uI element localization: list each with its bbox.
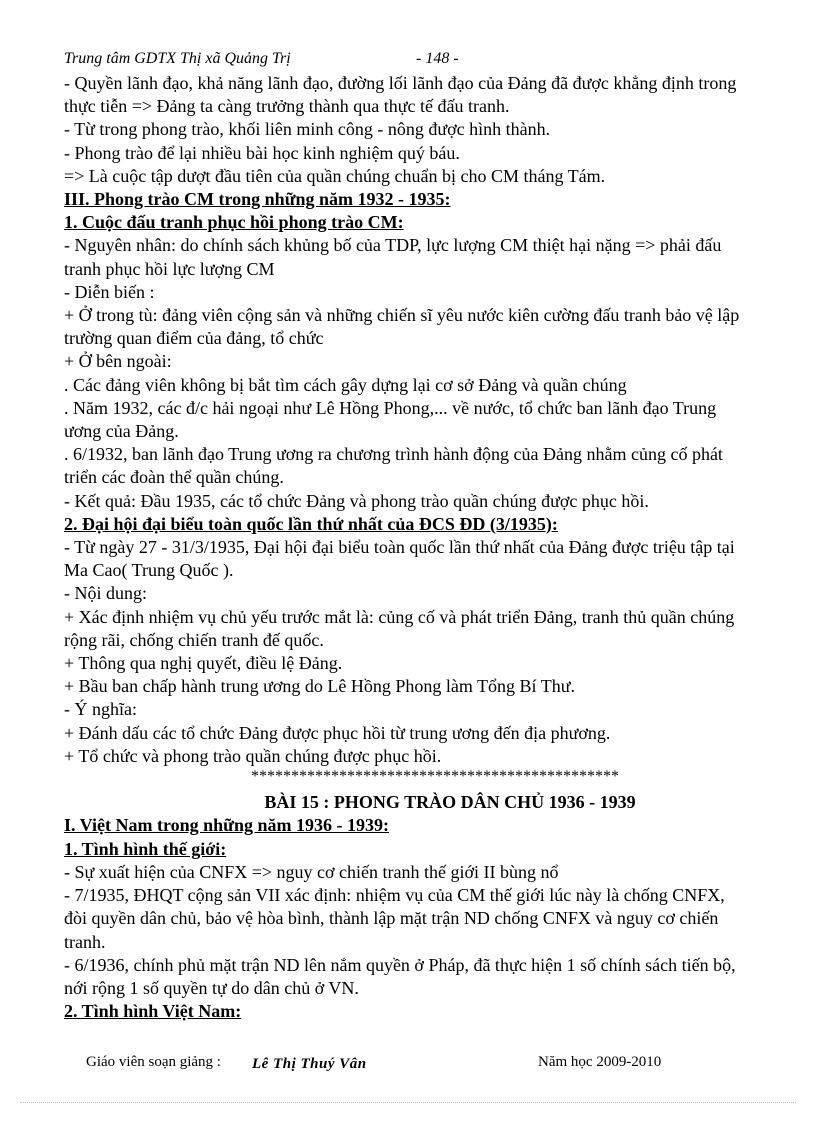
teacher-signature: Lê Thị Thuý Vân (252, 1056, 367, 1072)
star-divider: ********************************************** (251, 768, 619, 786)
section-heading: 2. Đại hội đại biểu toàn quốc lần thứ nhất của ĐCS ĐD (3/1935): (64, 513, 558, 534)
text-line: - Quyền lãnh đạo, khả năng lãnh đạo, đường lối lãnh đạo của Đảng đã được khẳng định trong (64, 73, 737, 93)
text-line: => Là cuộc tập dượt đầu tiên của quần chúng chuẩn bị cho CM tháng Tám. (64, 165, 606, 186)
footer-teacher-label: Giáo viên soạn giảng : (86, 1054, 221, 1070)
section-heading: III. Phong trào CM trong những năm 1932 - 1935: (64, 189, 451, 210)
page-footer (0, 1054, 816, 1078)
text-line: - Sự xuất hiện của CNFX => nguy cơ chiến tranh thế giới II bùng nổ (64, 861, 559, 882)
section-heading: 2. Tình hình Việt Nam: (64, 1001, 242, 1022)
text-line: tranh. (64, 931, 106, 952)
text-line: đòi quyền dân chủ, bảo vệ hòa bình, thành lập mặt trận ND chống CNFX và nguy cơ chiến (64, 908, 719, 929)
text-line: . Năm 1932, các đ/c hải ngoại như Lê Hồng Phong,... về nước, tổ chức ban lãnh đạo Trung (64, 397, 717, 418)
text-line: nới rộng 1 số quyền tự do dân chủ ở VN. (64, 977, 359, 998)
text-line: tranh phục hồi lực lượng CM (64, 258, 275, 279)
text-line: ương của Đảng. (64, 421, 179, 442)
text-line: - Nguyên nhân: do chính sách khủng bố của TDP, lực lượng CM thiệt hại nặng => phải đấu (64, 235, 722, 256)
text-line: - Từ trong phong trào, khối liên minh công - nông được hình thành. (64, 119, 551, 140)
text-line: trường quan điểm của đảng, tổ chức (64, 328, 324, 349)
text-line: + Tổ chức và phong trào quần chúng được phục hồi. (64, 745, 442, 766)
text-line: - Ý nghĩa: (64, 699, 137, 720)
document-body (64, 72, 776, 1023)
text-line: + Thông qua nghị quyết, điều lệ Đảng. (64, 653, 343, 674)
text-line: - 7/1935, ĐHQT cộng sản VII xác định: nhiệm vụ của CM thế giới lúc này là chống CNFX, (64, 885, 725, 906)
text-line: rộng rãi, chống chiến tranh đế quốc. (64, 629, 324, 650)
footer-school-year: Năm học 2009-2010 (538, 1054, 662, 1070)
text-line: + Ở trong tù: đảng viên cộng sản và những chiến sĩ yêu nước kiên cường đấu tranh bảo vệ lập (64, 305, 740, 326)
text-line: + Đánh dấu các tổ chức Đảng được phục hồi từ trung ương đến địa phương. (64, 722, 611, 743)
header-center-name: Trung tâm GDTX Thị xã Quảng Trị (64, 50, 291, 67)
page-header (64, 50, 784, 72)
text-line: + Ở bên ngoài: (64, 351, 172, 372)
text-line: triển các đoàn thể quần chúng. (64, 467, 284, 488)
text-line: + Bầu ban chấp hành trung ương do Lê Hồng Phong làm Tổng Bí Thư. (64, 676, 575, 697)
bottom-dotted-rule (20, 1102, 796, 1103)
lesson-title: BÀI 15 : PHONG TRÀO DÂN CHỦ 1936 - 1939 (264, 792, 636, 813)
text-line: . 6/1932, ban lãnh đạo Trung ương ra chương trình hành động của Đảng nhằm củng cố phát (64, 444, 723, 465)
text-line: - Từ ngày 27 - 31/3/1935, Đại hội đại biểu toàn quốc lần thứ nhất của Đảng được triệu tập tại (64, 537, 735, 558)
text-line: - Diễn biến : (64, 281, 155, 302)
section-heading: 1. Tình hình thế giới: (64, 838, 227, 859)
text-line: - 6/1936, chính phủ mặt trận ND lên nắm quyền ở Pháp, đã thực hiện 1 số chính sách tiến bộ, (64, 954, 736, 975)
section-heading: I. Việt Nam trong những năm 1936 - 1939: (64, 815, 389, 836)
header-page-number: - 148 - (416, 50, 459, 67)
text-line: + Xác định nhiệm vụ chủ yếu trước mắt là: củng cố và phát triển Đảng, tranh thủ quần chúng (64, 606, 735, 627)
text-line: thực tiễn => Đảng ta càng trưởng thành qua thực tế đấu tranh. (64, 96, 510, 117)
text-line: . Các đảng viên không bị bắt tìm cách gây dựng lại cơ sở Đảng và quần chúng (64, 374, 627, 395)
section-heading: 1. Cuộc đấu tranh phục hồi phong trào CM: (64, 212, 404, 233)
text-line: - Phong trào để lại nhiều bài học kinh nghiệm quý báu. (64, 142, 460, 163)
text-line: - Kết quả: Đầu 1935, các tổ chức Đảng và phong trào quần chúng được phục hồi. (64, 490, 649, 511)
text-line: - Nội dung: (64, 583, 147, 604)
text-line: Ma Cao( Trung Quốc ). (64, 560, 234, 581)
